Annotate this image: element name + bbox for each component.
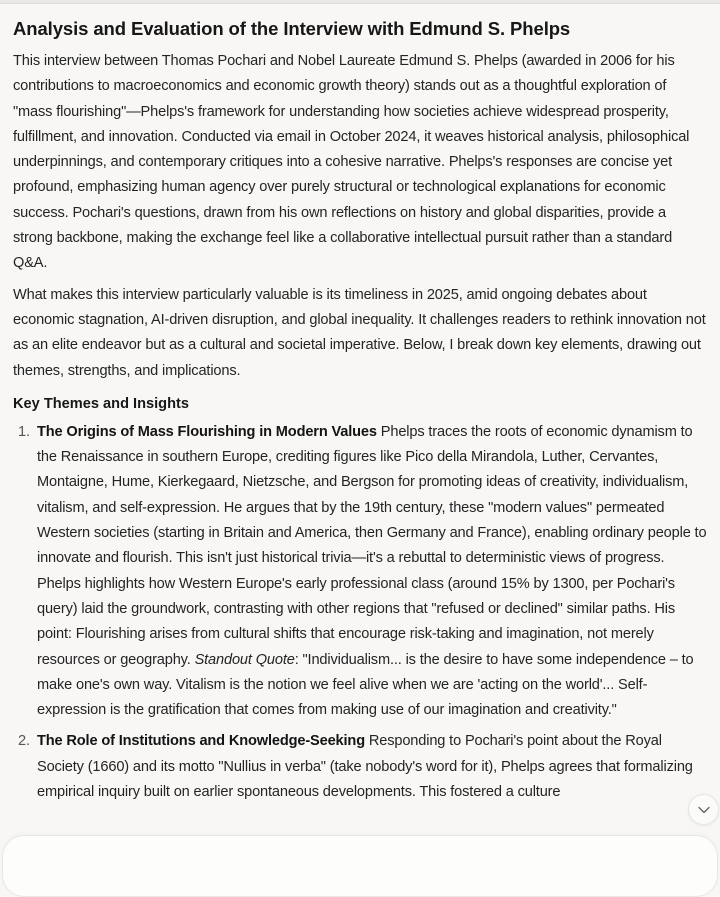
theme-body: Responding to Pochari's point about the Royal Society (1660) and its motto "Nullius in verba" (take nobody's word for it), Phelps agrees that formalizing empirical inquiry built on earlier spontaneous developments. This fostered a culture [37,733,693,801]
scroll-to-bottom-button[interactable] [688,794,719,825]
list-number: 1. [18,423,30,440]
list-number: 2. [18,733,30,750]
article-title: Analysis and Evaluation of the Interview with Edmund S. Phelps [13,18,571,39]
theme-body: Phelps traces the roots of economic dynamism to the Renaissance in southern Europe, crediting figures like Pico della Mirandola, Luther, Cervantes, Montaigne, Hume, Kierkegaard, Nietzsche, and Bergson for promoting ideas of creativity, individualism, vitalism, and self-expression. He argues that by the 19th century, these "modern values" permeated Western societies (starting in Britain and America, then Germany and France), enabling ordinary people to innovate and flourish. This isn't just historical trivia—it's a rebuttal to deterministic views of progress. Phelps highlights how Western Europe's early professional class (around 15% by 1300, per Pochari's query) laid the groundwork, contrasting with other regions that "refused or declined" similar paths. His point: Flourishing arises from cultural shifts that encourage risk-taking and imagination, not merely resources or geography. [37,423,707,668]
intro-paragraph: This interview between Thomas Pochari and Nobel Laureate Edmund S. Phelps (awarded in 2006 for his contributions to macroeconomics and economic growth theory) stands out as a thoughtful exploration of "mass flourishing"—Phelps's framework for understanding how societies achieve widespread prosperity, fulfillment, and innovation. Conducted via email in October 2024, it weaves historical analysis, philosophical underpinnings, and contemporary critiques into a cohesive narrative. Phelps's responses are concise yet profound, emphasizing human agency over purely structural or technological explanations for economic success. Pochari's questions, drawn from his own reflections on history and global disparities, provide a strong backbone, making the exchange feel like a collaborative intellectual pursuit rather than a standard Q&A. [13,53,690,272]
message-composer[interactable] [2,835,718,897]
theme-title: The Role of Institutions and Knowledge-Seeking [37,733,365,750]
section-heading: Key Themes and Insights [13,395,189,412]
quote-label: Standout Quote [194,651,295,668]
theme-title: The Origins of Mass Flourishing in Modern Values [37,423,377,440]
themes-list [13,420,709,805]
theme-quote: : "Individualism... is the desire to have some independence – to make one's own way. Vitalism is the notion we feel alive when we are 'acting on the world'... Self-expression is the gratification that comes from making use of our imagination and creativity." [37,651,694,719]
chevron-down-icon [698,806,710,814]
theme-item [13,420,709,724]
theme-item [13,729,709,805]
top-divider [0,0,720,4]
response-content [13,18,709,811]
intro-paragraph: What makes this interview particularly valuable is its timeliness in 2025, amid ongoing debates about economic stagnation, AI-driven disruption, and global inequality. It challenges readers to rethink innovation not as an elite endeavor but as a cultural and societal imperative. Below, I break down key elements, drawing out themes, strengths, and implications. [13,286,706,379]
